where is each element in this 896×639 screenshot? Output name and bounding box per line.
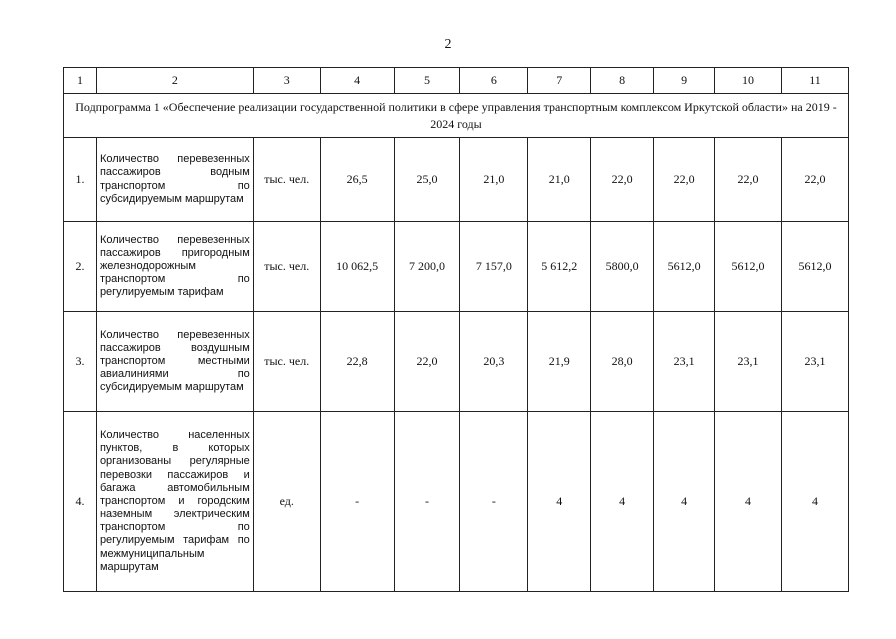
unit-cell: тыс. чел.: [253, 312, 320, 412]
value-cell: 5 612,2: [528, 222, 591, 312]
value-cell: 22,0: [394, 312, 460, 412]
row-index: 1.: [64, 138, 97, 222]
indicator-name: Количество перевезенных пассажиров пригородным железнодорожным транспортом по регулируемым тарифам: [96, 222, 253, 312]
column-header: 8: [591, 68, 654, 94]
value-cell: 5800,0: [591, 222, 654, 312]
subprogram-title: Подпрограмма 1 «Обеспечение реализации государственной политики в сфере управления транспортным комплексом Иркутской области» на 2019 - 2024 годы: [64, 94, 849, 138]
value-cell: 28,0: [591, 312, 654, 412]
value-cell: 26,5: [320, 138, 394, 222]
value-cell: 22,0: [654, 138, 715, 222]
page-number: 2: [444, 37, 452, 52]
row-index: 3.: [64, 312, 97, 412]
unit-cell: тыс. чел.: [253, 138, 320, 222]
value-cell: 7 157,0: [460, 222, 528, 312]
value-cell: 5612,0: [654, 222, 715, 312]
table-row: [64, 138, 849, 222]
column-header: 4: [320, 68, 394, 94]
value-cell: 23,1: [781, 312, 848, 412]
value-cell: 5612,0: [781, 222, 848, 312]
value-cell: 23,1: [654, 312, 715, 412]
column-header: 9: [654, 68, 715, 94]
indicator-name: Количество перевезенных пассажиров водным транспортом по субсидируемым маршрутам: [96, 138, 253, 222]
column-number-row: [64, 68, 849, 94]
table-row: [64, 412, 849, 592]
value-cell: 25,0: [394, 138, 460, 222]
value-cell: 5612,0: [715, 222, 782, 312]
value-cell: 21,0: [460, 138, 528, 222]
value-cell: 4: [715, 412, 782, 592]
unit-cell: тыс. чел.: [253, 222, 320, 312]
indicator-name: Количество населенных пунктов, в которых организованы регулярные перевозки пассажиров и багажа автомобильным транспортом и городским наземным электрическим транспортом по регулируемым тарифам по межмуниципальным маршрутам: [96, 412, 253, 592]
value-cell: 21,9: [528, 312, 591, 412]
value-cell: 7 200,0: [394, 222, 460, 312]
value-cell: 21,0: [528, 138, 591, 222]
column-header: 3: [253, 68, 320, 94]
value-cell: 20,3: [460, 312, 528, 412]
value-cell: 23,1: [715, 312, 782, 412]
column-header: 5: [394, 68, 460, 94]
table-row: [64, 312, 849, 412]
column-header: 1: [64, 68, 97, 94]
column-header: 2: [96, 68, 253, 94]
value-cell: 4: [591, 412, 654, 592]
row-index: 2.: [64, 222, 97, 312]
value-cell: 4: [781, 412, 848, 592]
table-row: [64, 222, 849, 312]
value-cell: 22,0: [781, 138, 848, 222]
column-header: 7: [528, 68, 591, 94]
indicators-table: [63, 67, 849, 592]
value-cell: 4: [654, 412, 715, 592]
value-cell: -: [320, 412, 394, 592]
indicator-name: Количество перевезенных пассажиров воздушным транспортом местными авиалиниями по субсидируемым маршрутам: [96, 312, 253, 412]
column-header: 6: [460, 68, 528, 94]
value-cell: 22,0: [715, 138, 782, 222]
value-cell: -: [394, 412, 460, 592]
value-cell: 22,8: [320, 312, 394, 412]
unit-cell: ед.: [253, 412, 320, 592]
column-header: 11: [781, 68, 848, 94]
column-header: 10: [715, 68, 782, 94]
row-index: 4.: [64, 412, 97, 592]
subprogram-row: [64, 94, 849, 138]
value-cell: 10 062,5: [320, 222, 394, 312]
value-cell: 4: [528, 412, 591, 592]
value-cell: 22,0: [591, 138, 654, 222]
value-cell: -: [460, 412, 528, 592]
